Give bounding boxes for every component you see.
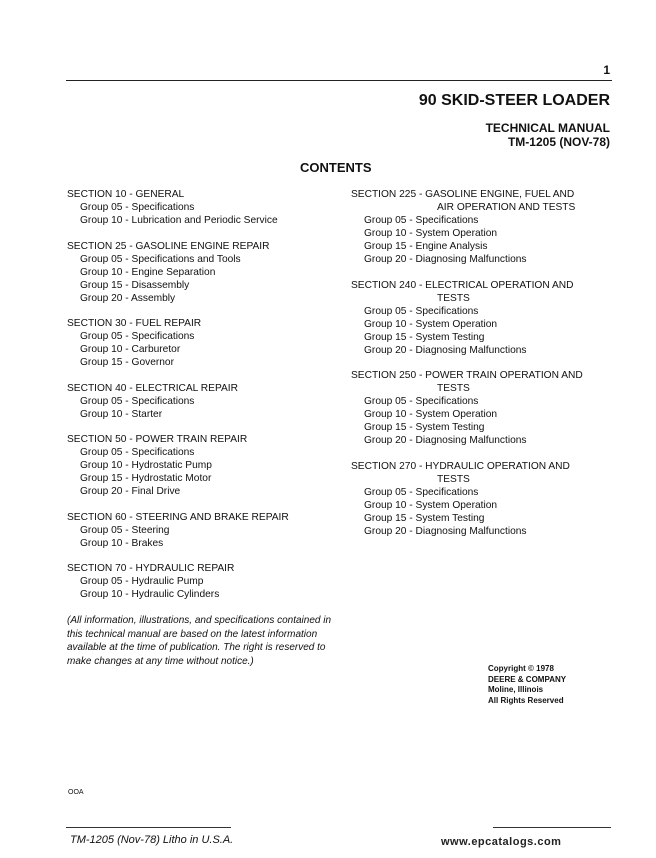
top-rule [66, 80, 612, 81]
copyright-line: Moline, Illinois [488, 685, 544, 694]
group-entry: Group 05 - Specifications [80, 331, 195, 342]
section-title: SECTION 225 - GASOLINE ENGINE, FUEL AND [351, 189, 575, 200]
footer-watermark: www.epcatalogs.com [441, 836, 562, 848]
footer-left-text: TM-1205 (Nov-78) Litho in U.S.A. [70, 834, 234, 846]
contents-section [67, 188, 342, 227]
group-entry: Group 05 - Hydraulic Pump [80, 576, 204, 587]
group-entry: Group 10 - Engine Separation [80, 266, 216, 278]
footer-rule-left [66, 827, 231, 828]
section-title: SECTION 50 - POWER TRAIN REPAIR [67, 434, 248, 445]
group-entry: Group 20 - Diagnosing Malfunctions [364, 525, 527, 537]
group-entry: Group 10 - Starter [80, 408, 163, 420]
contents-section [67, 433, 342, 498]
ooa-mark: OOA [68, 789, 84, 796]
manual-title: 90 SKID-STEER LOADER [418, 92, 610, 109]
group-entry: Group 10 - Lubrication and Periodic Service [80, 215, 278, 226]
group-entry: Group 20 - Final Drive [80, 486, 181, 497]
group-entry: Group 15 - System Testing [364, 331, 485, 343]
section-title: SECTION 70 - HYDRAULIC REPAIR [67, 563, 235, 574]
contents-section [351, 188, 613, 266]
section-title: SECTION 25 - GASOLINE ENGINE REPAIR [67, 240, 270, 252]
section-title: SECTION 40 - ELECTRICAL REPAIR [67, 382, 238, 394]
group-entry: Group 10 - System Operation [364, 499, 498, 511]
group-entry: Group 05 - Specifications [364, 215, 479, 226]
page-number: 1 [603, 63, 610, 77]
contents-section [67, 317, 342, 369]
copyright-line: All Rights Reserved [488, 695, 564, 705]
copyright-line: DEERE & COMPANY [488, 674, 567, 684]
subtitle-line-2: TM-1205 (NOV-78) [507, 135, 610, 149]
group-entry: Group 05 - Specifications [364, 486, 479, 498]
contents-section [351, 460, 613, 538]
group-entry: Group 10 - Hydraulic Cylinders [80, 589, 220, 600]
contents-right-column [351, 188, 613, 550]
group-entry: Group 10 - Hydrostatic Pump [80, 460, 212, 471]
contents-section [67, 382, 342, 421]
group-entry: Group 15 - System Testing [364, 422, 485, 433]
group-entry: Group 15 - Governor [80, 357, 174, 368]
group-entry: Group 20 - Diagnosing Malfunctions [364, 344, 527, 356]
group-entry: Group 05 - Specifications [80, 202, 195, 213]
group-entry: Group 15 - Disassembly [80, 279, 190, 291]
group-entry: Group 10 - System Operation [364, 318, 498, 330]
group-entry: Group 15 - System Testing [364, 512, 485, 524]
group-entry: Group 20 - Diagnosing Malfunctions [364, 435, 527, 446]
group-entry: Group 10 - System Operation [364, 228, 498, 239]
section-title-continued: TESTS [437, 383, 470, 394]
manual-subtitle [486, 121, 610, 149]
group-entry: Group 05 - Specifications [364, 396, 479, 407]
section-title-continued: AIR OPERATION AND TESTS [437, 202, 576, 213]
group-entry: Group 15 - Hydrostatic Motor [80, 473, 212, 484]
contents-section [67, 562, 342, 601]
copyright-block [488, 664, 566, 706]
section-title: SECTION 30 - FUEL REPAIR [67, 318, 202, 329]
section-title: SECTION 240 - ELECTRICAL OPERATION AND [351, 279, 574, 291]
section-title: SECTION 250 - POWER TRAIN OPERATION AND [351, 370, 583, 381]
disclaimer-note: (All information, illustrations, and specifications contained in this technical manual are based on the latest information available at the time of publication. The right is reserved to make changes at any time without notice.) [67, 615, 332, 667]
section-title-continued: TESTS [437, 473, 470, 485]
contents-section [351, 369, 613, 447]
contents-section [67, 240, 342, 305]
group-entry: Group 05 - Specifications [80, 447, 195, 458]
group-entry: Group 15 - Engine Analysis [364, 241, 488, 252]
contents-heading: CONTENTS [300, 160, 372, 175]
section-title: SECTION 10 - GENERAL [67, 189, 185, 200]
group-entry: Group 10 - System Operation [364, 409, 498, 420]
copyright-line: Copyright © 1978 [488, 664, 554, 673]
group-entry: Group 20 - Diagnosing Malfunctions [364, 254, 527, 265]
contents-section [351, 279, 613, 357]
group-entry: Group 05 - Specifications [364, 305, 479, 317]
section-title-continued: TESTS [437, 292, 470, 304]
section-title: SECTION 270 - HYDRAULIC OPERATION AND [351, 460, 570, 472]
group-entry: Group 05 - Specifications [80, 395, 195, 407]
group-entry: Group 10 - Brakes [80, 537, 164, 549]
group-entry: Group 20 - Assembly [80, 292, 176, 304]
contents-section [67, 511, 342, 550]
section-title: SECTION 60 - STEERING AND BRAKE REPAIR [67, 511, 289, 523]
footer-rule-right [493, 827, 611, 828]
contents-left-column [67, 188, 342, 614]
subtitle-line-1: TECHNICAL MANUAL [485, 121, 610, 135]
group-entry: Group 10 - Carburetor [80, 344, 181, 355]
group-entry: Group 05 - Steering [80, 524, 170, 536]
group-entry: Group 05 - Specifications and Tools [80, 253, 241, 265]
